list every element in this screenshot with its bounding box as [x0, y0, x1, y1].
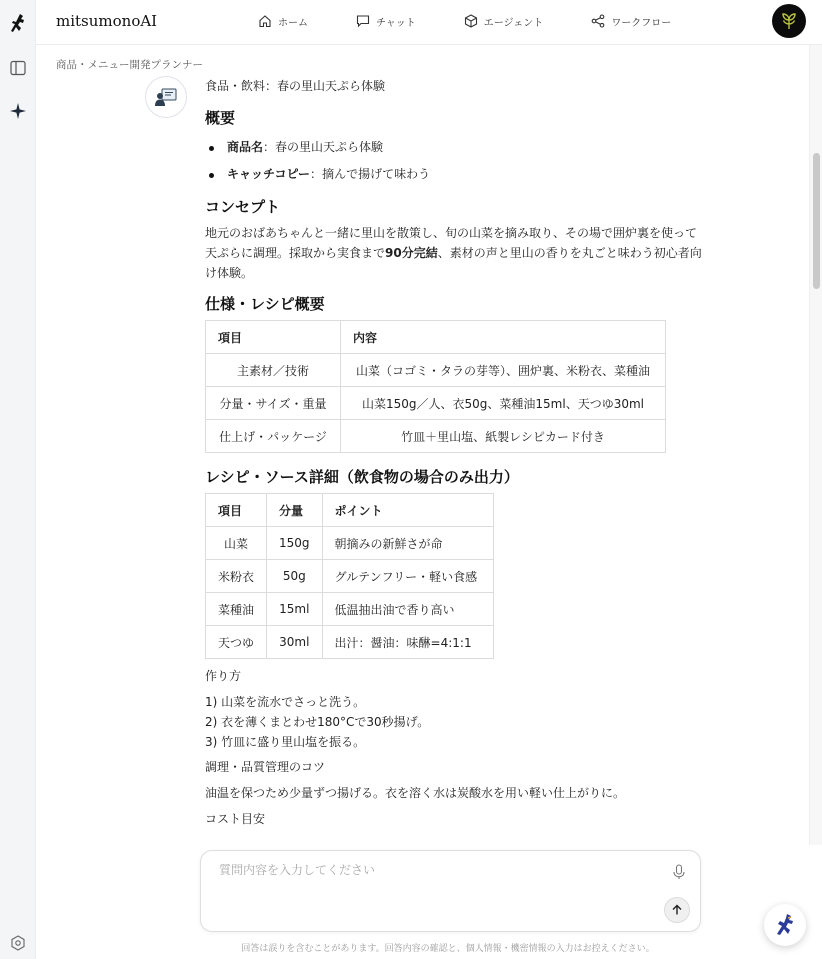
table-header: ポイント — [322, 494, 493, 527]
tips-text: 油温を保つため少量ずつ揚げる。衣を溶く水は炭酸水を用い軽い仕上がりに。 — [205, 786, 626, 800]
overview-value: 摘んで揚げて味わう — [322, 167, 431, 181]
overview-key: キャッチコピー — [227, 167, 311, 181]
table-cell: 竹皿＋里山塩、紙製レシピカード付き — [341, 420, 666, 453]
table-cell: 15ml — [267, 593, 323, 626]
table-header: 内容 — [341, 321, 666, 354]
table-cell: 仕上げ・パッケージ — [206, 420, 341, 453]
table-cell: 山菜 — [206, 527, 267, 560]
table-row — [206, 387, 666, 420]
brand-title[interactable]: mitsumonoAI — [56, 12, 158, 30]
scrollbar[interactable] — [809, 45, 822, 845]
assistant-message — [205, 76, 705, 845]
app-logo-icon[interactable] — [7, 12, 29, 34]
concept-text-part: 地元のおばあちゃんと一緒に里山を散策し、旬の山菜を摘み取り、その場で囲炉裏を使って天ぷらに調理。採取から実食まで — [205, 226, 698, 260]
left-rail — [0, 0, 36, 959]
concept-heading: コンセプト — [205, 198, 281, 216]
runner-mascot-icon — [772, 912, 798, 938]
arrow-up-icon — [671, 904, 683, 916]
method-steps — [205, 692, 705, 752]
concept-text — [205, 223, 705, 283]
table-cell: 朝摘みの新鮮さが命 — [322, 527, 493, 560]
assistant-fab[interactable] — [764, 904, 806, 946]
table-header-row — [206, 494, 494, 527]
overview-heading: 概要 — [205, 109, 236, 127]
table-header: 項目 — [206, 494, 267, 527]
table-header: 項目 — [206, 321, 341, 354]
method-step: 3) 竹皿に盛り里山塩を振る。 — [205, 735, 366, 749]
home-icon — [258, 14, 272, 28]
concept-text-bold: 90分完結 — [385, 246, 438, 260]
overview-sep: ： — [263, 140, 276, 154]
mic-button[interactable] — [672, 864, 686, 883]
overview-key: 商品名 — [227, 140, 264, 154]
overview-value: 春の里山天ぷら体験 — [275, 140, 384, 154]
breadcrumb[interactable]: 商品・メニュー開発プランナー — [56, 59, 203, 71]
spec-heading: 仕様・レシピ概要 — [205, 295, 325, 313]
table-row — [206, 626, 494, 659]
sidebar-toggle-icon[interactable] — [7, 57, 29, 79]
scrollbar-thumb[interactable] — [813, 153, 820, 289]
table-cell: 菜種油 — [206, 593, 267, 626]
table-cell: 天つゆ — [206, 626, 267, 659]
chat-input[interactable] — [219, 863, 649, 877]
tips-label: 調理・品質管理のコツ — [205, 760, 326, 774]
list-item — [205, 161, 705, 188]
chat-icon — [356, 14, 370, 28]
table-cell: 米粉衣 — [206, 560, 267, 593]
top-bar — [36, 0, 822, 45]
table-row — [206, 420, 666, 453]
nav-agent-label: エージェント — [483, 17, 544, 29]
list-item — [205, 134, 705, 161]
method-label: 作り方 — [205, 669, 242, 683]
nav-chat[interactable] — [356, 10, 416, 32]
table-row — [206, 593, 494, 626]
cost-label: コスト目安 — [205, 812, 266, 826]
table-row — [206, 527, 494, 560]
table-cell: 主素材／技術 — [206, 354, 341, 387]
nav-workflow-label: ワークフロー — [611, 17, 672, 29]
overview-list — [205, 134, 705, 188]
message-intro: 食品・飲料：春の里山天ぷら体験 — [205, 79, 386, 93]
nav-chat-label: チャット — [376, 17, 416, 29]
table-header: 分量 — [267, 494, 323, 527]
concept-text-part: 、素材の声と里山の香りを丸ごと味わう初心者向け体験。 — [205, 246, 702, 280]
table-cell: 低温抽出油で香り高い — [322, 593, 493, 626]
overview-sep: ： — [310, 167, 323, 181]
table-cell: 山菜（コゴミ・タラの芽等）、囲炉裏、米粉衣、菜種油 — [341, 354, 666, 387]
assistant-avatar — [145, 76, 187, 118]
agent-cube-icon — [464, 14, 478, 28]
method-step: 2) 衣を薄くまとわせ180°Cで30秒揚げ。 — [205, 715, 430, 729]
table-cell: 分量・サイズ・重量 — [206, 387, 341, 420]
table-row — [206, 560, 494, 593]
table-cell: 150g — [267, 527, 323, 560]
user-avatar[interactable] — [772, 4, 806, 38]
nav-workflow[interactable] — [591, 10, 671, 32]
workflow-icon — [591, 14, 605, 28]
nav-home[interactable] — [258, 10, 308, 32]
recipe-heading: レシピ・ソース詳細（飲食物の場合のみ出力） — [205, 468, 519, 486]
method-step: 1) 山菜を流水でさっと洗う。 — [205, 695, 366, 709]
plant-icon — [779, 11, 799, 31]
table-cell: 30ml — [267, 626, 323, 659]
recipe-table — [205, 493, 494, 659]
send-button[interactable] — [664, 897, 690, 923]
chat-input-box — [200, 850, 701, 932]
sparkle-icon[interactable] — [7, 100, 29, 122]
main-nav — [258, 10, 719, 32]
nav-agent[interactable] — [464, 10, 544, 32]
disclaimer: 回答は誤りを含むことがあります。回答内容の確認と、個人情報・機密情報の入力はお控えください。 — [241, 944, 655, 954]
table-cell: 出汁：醤油：味醂=4:1:1 — [322, 626, 493, 659]
table-cell: 山菜150g／人、衣50g、菜種油15ml、天つゆ30ml — [341, 387, 666, 420]
table-cell: グルテンフリー・軽い食感 — [322, 560, 493, 593]
table-row — [206, 354, 666, 387]
planner-agent-icon — [154, 87, 178, 107]
table-cell: 50g — [267, 560, 323, 593]
nav-home-label: ホーム — [278, 17, 308, 29]
table-header-row — [206, 321, 666, 354]
microphone-icon — [672, 864, 686, 880]
spec-table — [205, 320, 666, 453]
